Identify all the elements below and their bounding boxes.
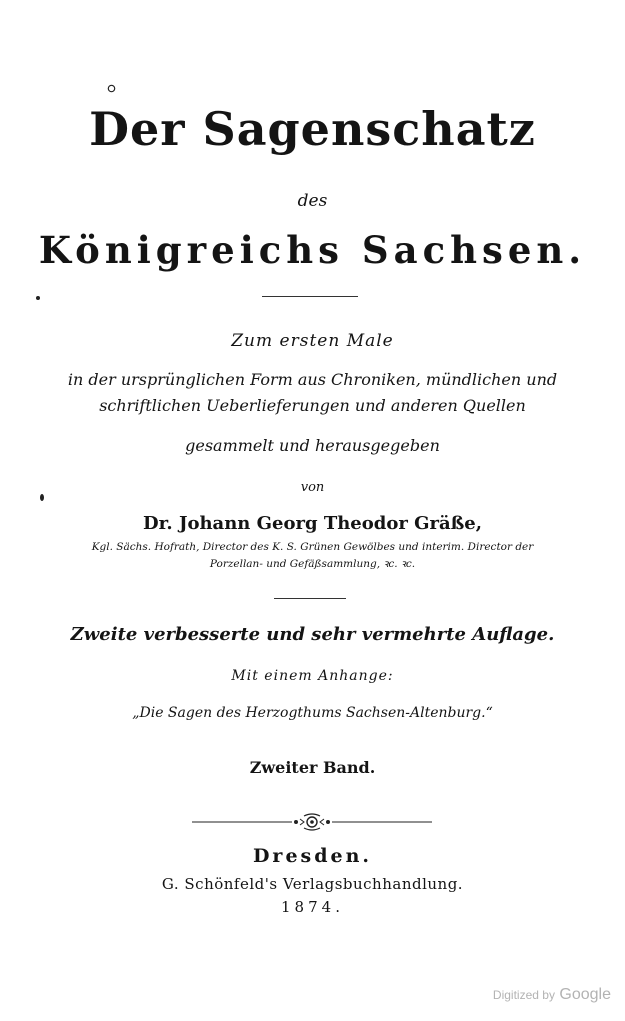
edition-statement: Zweite verbesserte und sehr vermehrte Auflage. xyxy=(70,624,555,645)
author-name: Dr. Johann Georg Theodor Gräße, xyxy=(142,513,483,534)
volume-label: Zweiter Band. xyxy=(249,758,376,777)
subtitle-line-2: in der ursprünglichen Form aus Chroniken, mündlichen und xyxy=(67,370,558,389)
imprint-publisher: G. Schönfeld's Verlagsbuchhandlung. xyxy=(161,875,464,893)
watermark-brand: Google xyxy=(559,986,611,1003)
appendix-intro: Mit einem Anhange: xyxy=(231,668,394,684)
by-label: von xyxy=(300,480,325,495)
appendix-title: „Die Sagen des Herzogthums Sachsen-Altenburg.“ xyxy=(132,705,493,721)
ink-speck xyxy=(36,296,40,300)
book-title: Der Sagenschatz xyxy=(89,102,536,156)
imprint-place: Dresden. xyxy=(252,845,373,867)
subtitle-line-4: gesammelt und herausgegeben xyxy=(185,436,440,455)
digitized-watermark xyxy=(493,986,611,1004)
ink-speck xyxy=(40,494,44,501)
divider-rule xyxy=(262,296,358,297)
author-credentials-line-2: Porzellan- und Gefäßsammlung, ꝛc. ꝛc. xyxy=(209,558,416,570)
watermark-prefix: Digitized by xyxy=(492,988,555,1002)
circle-mark-icon xyxy=(107,84,116,93)
subtitle-line-3: schriftlichen Ueberlieferungen und anderen Quellen xyxy=(99,396,526,415)
author-credentials-line-1: Kgl. Sächs. Hofrath, Director des K. S. Grünen Gewölbes und interim. Director der xyxy=(91,541,534,553)
ornament-divider-icon xyxy=(192,812,432,832)
title-connector: des xyxy=(297,191,328,211)
subtitle-line-1: Zum ersten Male xyxy=(231,331,394,351)
book-title-kingdom: Königreichs Sachsen. xyxy=(38,228,587,272)
imprint-year: 1874. xyxy=(281,898,344,916)
divider-rule xyxy=(274,598,346,599)
